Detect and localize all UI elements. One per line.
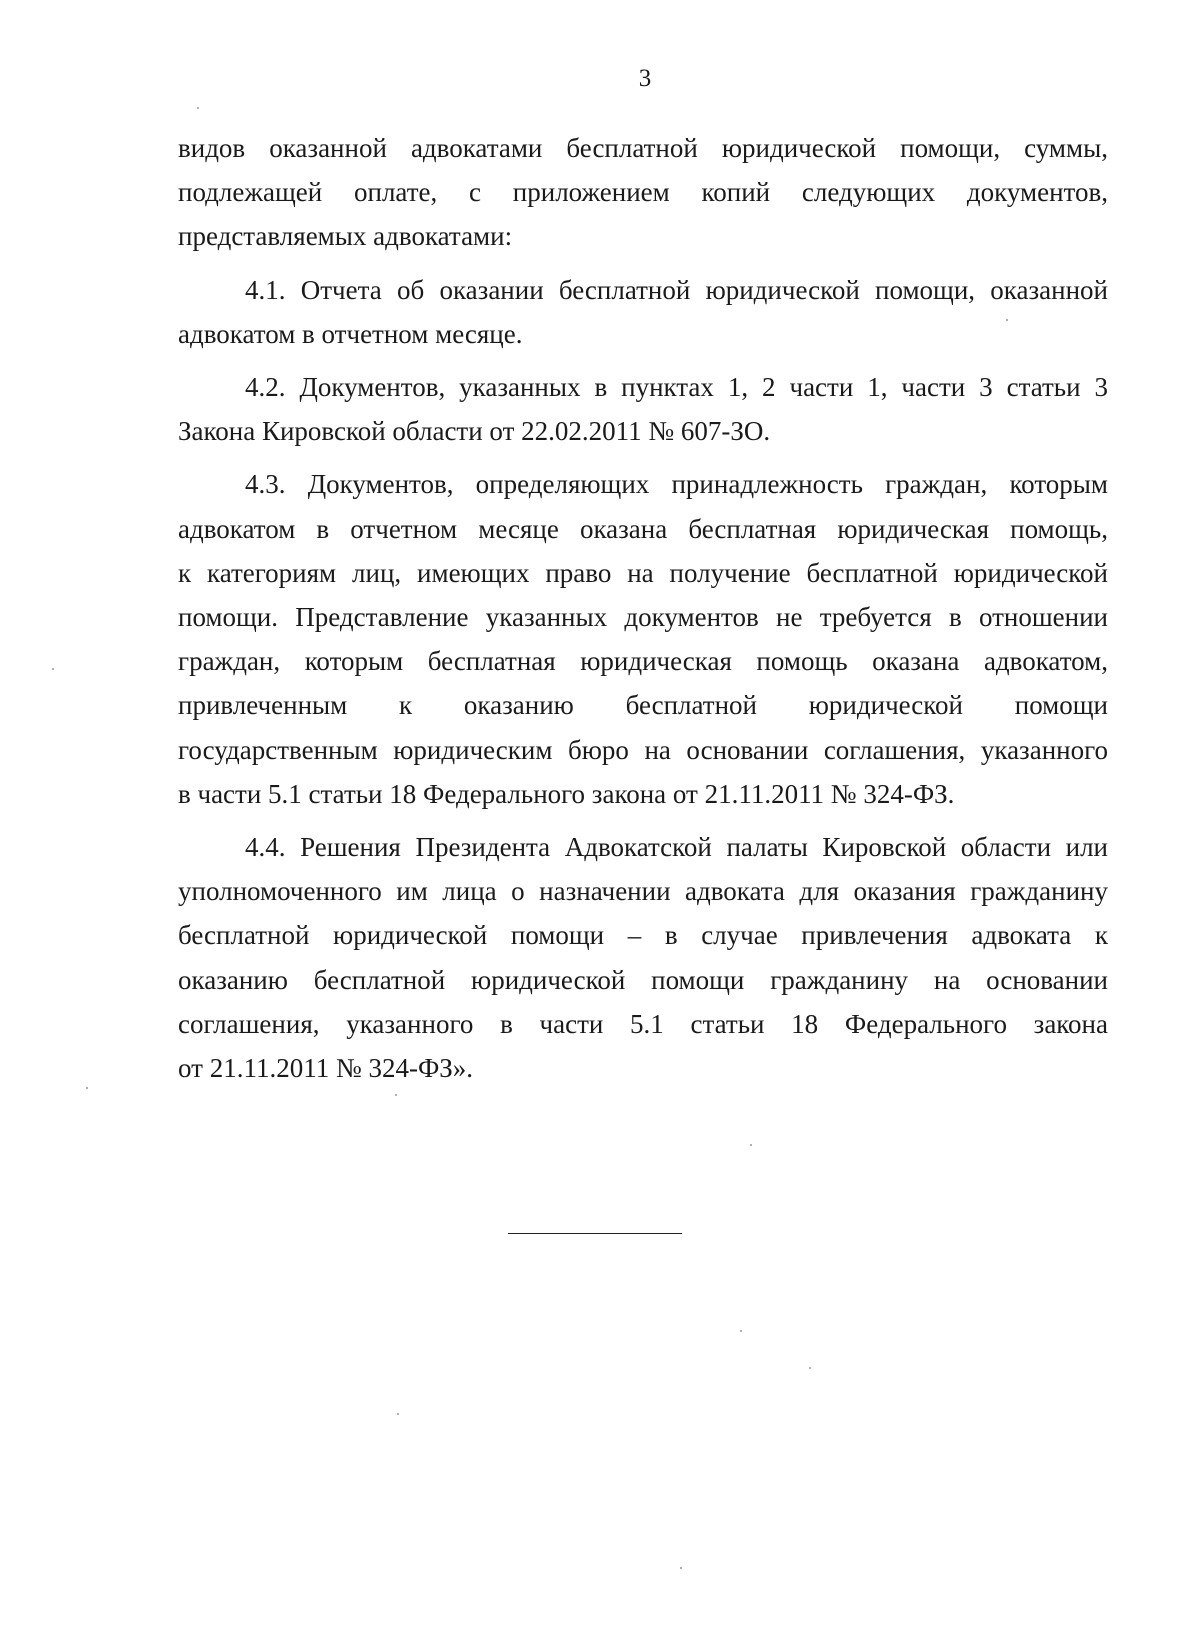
paragraph-document-list-intro	[178, 126, 1108, 259]
text-line: уполномоченного им лица о назначении адвоката для оказания гражданину	[178, 876, 1108, 907]
text-line: 4.1. Отчета об оказании бесплатной юридической помощи, оказанной	[245, 274, 1108, 305]
page-number: 3	[638, 65, 652, 92]
text-line: в части 5.1 статьи 18 Федерального закона от 21.11.2011 № 324-ФЗ.	[178, 778, 955, 809]
text-line: соглашения, указанного в части 5.1 статьи 18 Федерального закона	[178, 1008, 1108, 1039]
scan-speck	[395, 1094, 397, 1096]
paragraph-item-4-3	[178, 462, 1108, 816]
scan-speck	[740, 1330, 742, 1332]
text-line: адвокатом в отчетном месяце.	[178, 318, 523, 349]
document-body	[178, 126, 1108, 1090]
text-line: 4.3. Документов, определяющих принадлежность граждан, которым	[245, 469, 1108, 500]
text-line: 4.2. Документов, указанных в пунктах 1, 2 части 1, части 3 статьи 3	[245, 372, 1108, 403]
text-line: бесплатной юридической помощи – в случае привлечения адвоката к	[178, 920, 1108, 951]
text-line: Закона Кировской области от 22.02.2011 № 607-ЗО.	[178, 416, 771, 447]
scan-speck	[750, 1144, 752, 1146]
paragraph-item-4-1	[178, 268, 1108, 356]
text-line: адвокатом в отчетном месяце оказана бесплатная юридическая помощь,	[178, 513, 1108, 544]
text-line: представляемых адвокатами:	[178, 221, 513, 252]
text-line: помощи. Представление указанных документов не требуется в отношении	[178, 602, 1108, 633]
text-line: привлеченным к оказанию бесплатной юридической помощи	[178, 690, 1108, 721]
scan-speck	[809, 1367, 811, 1369]
text-line: граждан, которым бесплатная юридическая помощь оказана адвокатом,	[178, 646, 1108, 677]
scan-speck	[52, 668, 54, 670]
text-line: подлежащей оплате, с приложением копий следующих документов,	[178, 177, 1108, 208]
text-line: государственным юридическим бюро на основании соглашения, указанного	[178, 734, 1108, 765]
scan-speck	[86, 1087, 88, 1089]
text-line: видов оказанной адвокатами бесплатной юридической помощи, суммы,	[178, 133, 1108, 163]
paragraph-item-4-4	[178, 825, 1108, 1090]
text-line: от 21.11.2011 № 324-ФЗ».	[178, 1053, 474, 1084]
scan-speck	[197, 107, 199, 109]
text-line: к категориям лиц, имеющих право на получение бесплатной юридической	[178, 557, 1108, 588]
text-line: оказанию бесплатной юридической помощи гражданину на основании	[178, 964, 1108, 995]
scan-speck	[680, 1567, 682, 1569]
scan-speck	[397, 1413, 399, 1415]
end-of-text-rule	[508, 1233, 682, 1234]
text-line: 4.4. Решения Президента Адвокатской палаты Кировской области или	[245, 832, 1108, 863]
scan-speck	[1006, 319, 1008, 321]
paragraph-item-4-2	[178, 365, 1108, 453]
